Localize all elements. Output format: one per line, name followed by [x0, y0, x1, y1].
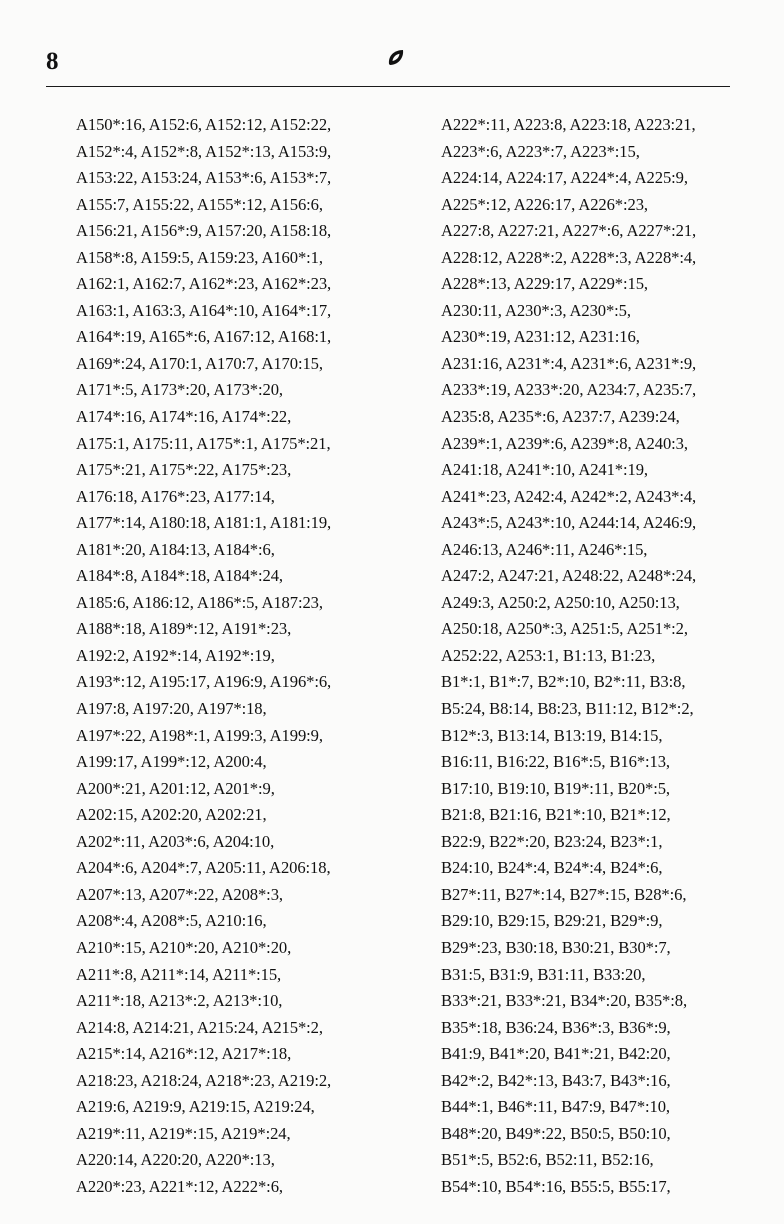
index-line: A185:6, A186:12, A186*:5, A187:23, [76, 592, 323, 612]
index-line: A171*:5, A173*:20, A173*:20, [76, 380, 283, 400]
index-line: A222*:11, A223:8, A223:18, A223:21, [441, 115, 696, 134]
index-line: A199:17, A199*:12, A200:4, [76, 752, 267, 772]
index-line: B35*:18, B36:24, B36*:3, B36*:9, [441, 1017, 671, 1037]
index-line: A176:18, A176*:23, A177:14, [76, 486, 275, 506]
index-line: B12*:3, B13:14, B13:19, B14:15, [441, 725, 663, 745]
index-line: B22:9, B22*:20, B23:24, B23*:1, [441, 831, 663, 851]
index-line: B29*:23, B30:18, B30:21, B30*:7, [441, 937, 671, 957]
index-line: A177*:14, A180:18, A181:1, A181:19, [76, 513, 332, 533]
index-line: A233*:19, A233*:20, A234:7, A235:7, [441, 380, 697, 400]
index-line: A218:23, A218:24, A218*:23, A219:2, [76, 1070, 332, 1090]
index-line: A174*:16, A174*:16, A174*:22, [76, 407, 292, 427]
index-line: B29:10, B29:15, B29:21, B29*:9, [441, 911, 663, 931]
index-line: A197:8, A197:20, A197*:18, [76, 699, 267, 719]
index-line: A225*:12, A226:17, A226*:23, [441, 194, 648, 214]
index-line: B51*:5, B52:6, B52:11, B52:16, [441, 1150, 654, 1170]
index-line: A220:14, A220:20, A220*:13, [76, 1150, 275, 1170]
index-line: A181*:20, A184:13, A184*:6, [76, 539, 275, 559]
index-line: A175*:21, A175*:22, A175*:23, [76, 460, 292, 480]
index-line: A219:6, A219:9, A219:15, A219:24, [76, 1097, 315, 1117]
index-line: B1*:1, B1*:7, B2*:10, B2*:11, B3:8, [441, 672, 686, 692]
index-line: A153:22, A153:24, A153*:6, A153*:7, [76, 168, 332, 188]
index-line: A200*:21, A201:12, A201*:9, [76, 778, 275, 798]
index-line: A224:14, A224:17, A224*:4, A225:9, [441, 168, 688, 188]
index-line: A208*:4, A208*:5, A210:16, [76, 911, 267, 931]
index-line: A230*:19, A231:12, A231:16, [441, 327, 640, 347]
index-line: A210*:15, A210*:20, A210*:20, [76, 937, 292, 957]
index-line: A202*:11, A203*:6, A204:10, [76, 831, 275, 851]
index-line: A215*:14, A216*:12, A217*:18, [76, 1044, 292, 1064]
index-line: A152*:4, A152*:8, A152*:13, A153:9, [76, 141, 332, 161]
index-line: A214:8, A214:21, A215:24, A215*:2, [76, 1017, 323, 1037]
index-line: A169*:24, A170:1, A170:7, A170:15, [76, 353, 323, 373]
index-line: A202:15, A202:20, A202:21, [76, 805, 267, 825]
index-line: A239*:1, A239*:6, A239*:8, A240:3, [441, 433, 688, 453]
index-line: B41:9, B41*:20, B41*:21, B42:20, [441, 1044, 671, 1064]
index-line: B24:10, B24*:4, B24*:4, B24*:6, [441, 858, 663, 878]
index-line: B27*:11, B27*:14, B27*:15, B28*:6, [441, 884, 687, 904]
index-column-left [76, 112, 396, 1200]
index-line: A235:8, A235*:6, A237:7, A239:24, [441, 407, 680, 427]
index-line: A211*:18, A213*:2, A213*:10, [76, 991, 283, 1011]
index-line: A231:16, A231*:4, A231*:6, A231*:9, [441, 353, 697, 373]
index-line: B31:5, B31:9, B31:11, B33:20, [441, 964, 646, 984]
index-line: A155:7, A155:22, A155*:12, A156:6, [76, 194, 323, 214]
index-line: A184*:8, A184*:18, A184*:24, [76, 566, 283, 586]
index-line: A228*:13, A229:17, A229*:15, [441, 274, 648, 294]
index-line: B42*:2, B42*:13, B43:7, B43*:16, [441, 1070, 671, 1090]
leaf-ornament-icon [385, 47, 407, 69]
index-line: A163:1, A163:3, A164*:10, A164*:17, [76, 300, 332, 320]
index-line: A219*:11, A219*:15, A219*:24, [76, 1123, 291, 1143]
index-line: A162:1, A162:7, A162*:23, A162*:23, [76, 274, 332, 294]
page-header [46, 46, 730, 88]
index-line: B48*:20, B49*:22, B50:5, B50:10, [441, 1123, 671, 1143]
index-line: A188*:18, A189*:12, A191*:23, [76, 619, 292, 639]
index-line: A204*:6, A204*:7, A205:11, A206:18, [76, 858, 331, 878]
index-line: A249:3, A250:2, A250:10, A250:13, [441, 592, 680, 612]
index-line: A246:13, A246*:11, A246*:15, [441, 539, 648, 559]
header-rule [46, 86, 730, 87]
index-line: A164*:19, A165*:6, A167:12, A168:1, [76, 327, 332, 347]
index-line: A243*:5, A243*:10, A244:14, A246:9, [441, 513, 697, 533]
index-line: A247:2, A247:21, A248:22, A248*:24, [441, 566, 697, 586]
index-line: B17:10, B19:10, B19*:11, B20*:5, [441, 778, 670, 798]
index-line: A223*:6, A223*:7, A223*:15, [441, 141, 640, 161]
index-line: A250:18, A250*:3, A251:5, A251*:2, [441, 619, 688, 639]
index-line: A156:21, A156*:9, A157:20, A158:18, [76, 221, 332, 241]
index-line: A207*:13, A207*:22, A208*:3, [76, 884, 283, 904]
index-line: A230:11, A230*:3, A230*:5, [441, 300, 631, 320]
index-line: B16:11, B16:22, B16*:5, B16*:13, [441, 752, 670, 772]
index-line: A220*:23, A221*:12, A222*:6, [76, 1176, 283, 1196]
index-column-right [441, 112, 741, 1200]
index-line: B5:24, B8:14, B8:23, B11:12, B12*:2, [441, 699, 694, 719]
index-line: B54*:10, B54*:16, B55:5, B55:17, [441, 1176, 671, 1196]
page-number: 8 [46, 48, 59, 75]
index-line: A227:8, A227:21, A227*:6, A227*:21, [441, 221, 697, 241]
index-line: B33*:21, B33*:21, B34*:20, B35*:8, [441, 991, 687, 1011]
index-line: B21:8, B21:16, B21*:10, B21*:12, [441, 805, 671, 825]
index-line: A150*:16, A152:6, A152:12, A152:22, [76, 115, 332, 134]
index-line: A252:22, A253:1, B1:13, B1:23, [441, 645, 656, 665]
index-line: A211*:8, A211*:14, A211*:15, [76, 964, 282, 984]
index-line: A197*:22, A198*:1, A199:3, A199:9, [76, 725, 323, 745]
index-line: A192:2, A192*:14, A192*:19, [76, 645, 275, 665]
index-line: A158*:8, A159:5, A159:23, A160*:1, [76, 247, 323, 267]
index-line: A241:18, A241*:10, A241*:19, [441, 460, 648, 480]
index-line: A175:1, A175:11, A175*:1, A175*:21, [76, 433, 331, 453]
index-line: A193*:12, A195:17, A196:9, A196*:6, [76, 672, 332, 692]
index-line: A228:12, A228*:2, A228*:3, A228*:4, [441, 247, 697, 267]
index-line: A241*:23, A242:4, A242*:2, A243*:4, [441, 486, 697, 506]
index-line: B44*:1, B46*:11, B47:9, B47*:10, [441, 1097, 670, 1117]
